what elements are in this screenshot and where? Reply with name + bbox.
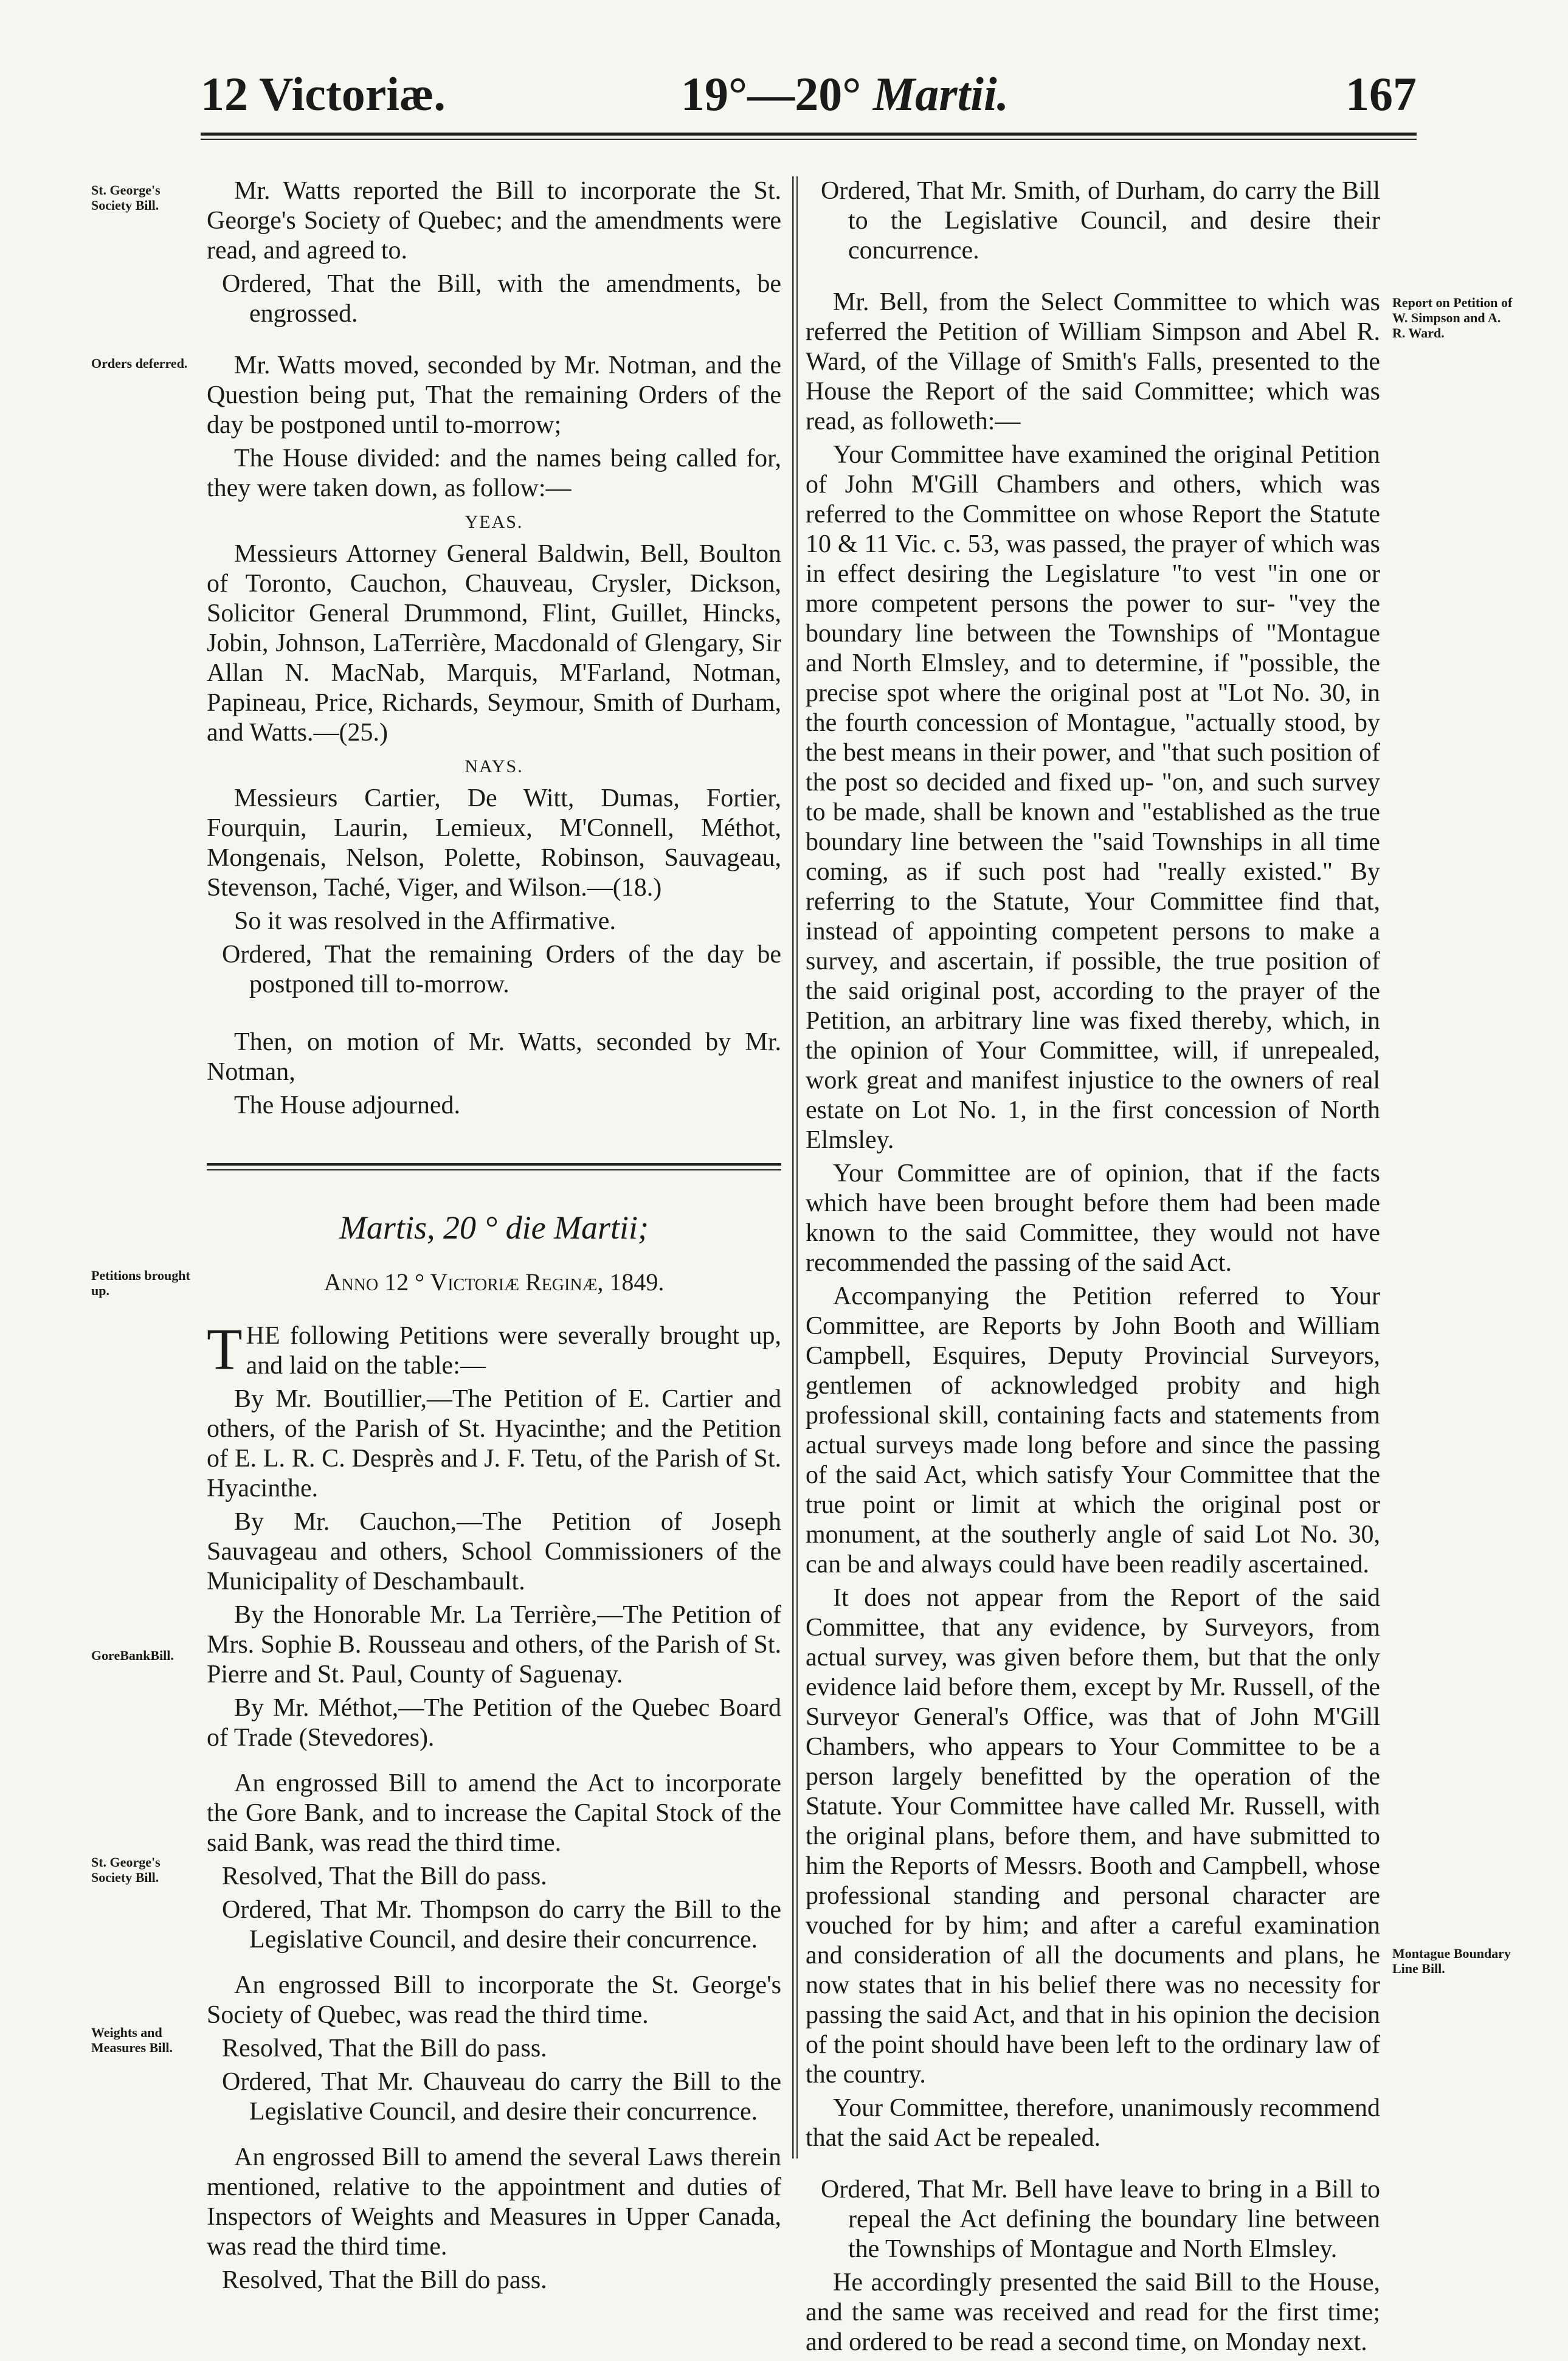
petition-boutillier: By Mr. Boutillier,—The Petition of E. Cartier and others, of the Parish of St. Hyacinthe; and the Petition of E. L. R. C. Desprès and J. F. Tetu, of the Parish of St. Hyacinthe. xyxy=(207,1385,781,1502)
para-ordered-bell: Ordered, That Mr. Bell have leave to bring in a Bill to repeal the Act defining the boundary line between the Townships of Montague and North Elmsley. xyxy=(821,2176,1380,2263)
st-george-ordered: Ordered, That Mr. Chauveau do carry the Bill to the Legislative Council, and desire their concurrence. xyxy=(222,2068,781,2126)
header-rule-thin xyxy=(201,139,1417,140)
day-title: Martis, 20 ° die Martii; xyxy=(339,1209,649,1246)
para-motion-adjourn: Then, on motion of Mr. Watts, seconded by Mr. Notman, xyxy=(207,1028,781,1086)
petition-laterriere: By the Honorable Mr. La Terrière,—The Petition of Mrs. Sophie B. Rousseau and others, of the Parish of St. Pierre and St. Paul, County of Saguenay. xyxy=(207,1601,781,1689)
para-bell-report: Mr. Bell, from the Select Committee to which was referred the Petition of William Simpson and Abel R. Ward, of the Village of Smith's Falls, presented to the House the Report of the said Committee; which was read, as followeth:— xyxy=(806,288,1380,435)
para-house-divided: The House divided: and the names being called for, they were taken down, as follow:— xyxy=(207,444,781,502)
page-number: 167 xyxy=(1345,67,1417,120)
para-ordered-smith: Ordered, That Mr. Smith, of Durham, do carry the Bill to the Legislative Council, and desire their concurrence. xyxy=(821,177,1380,264)
yeas-list: Messieurs Attorney General Baldwin, Bell, Boulton of Toronto, Cauchon, Chauveau, Crysler, Dickson, Solicitor General Drummond, Flint, Guillet, Hincks, Jobin, Johnson, LaTerrière, Macdonald of Glengary, Sir Allan N. MacNab, Marquis, M'Farland, Notman, Papineau, Price, Richards, Seymour, Smith of Durham, and Watts.—(25.) xyxy=(207,540,781,747)
para-bill-presented: He accordingly presented the said Bill to the House, and the same was received and read for the first time; and ordered to be read a second time, on Monday next. xyxy=(806,2269,1380,2356)
para-resolved-affirmative: So it was resolved in the Affirmative. xyxy=(234,907,616,935)
weights-measures-resolved: Resolved, That the Bill do pass. xyxy=(222,2266,547,2294)
para-motion-postpone: Mr. Watts moved, seconded by Mr. Notman, and the Question being put, That the remaining Orders of the day be postponed until to-morrow; xyxy=(207,351,781,439)
nays-heading: NAYS. xyxy=(465,756,523,776)
margin-note-st-george-1: St. George's Society Bill. xyxy=(91,182,161,213)
drop-cap: T xyxy=(207,1316,243,1381)
gore-bank-resolved: Resolved, That the Bill do pass. xyxy=(222,1862,547,1890)
yeas-heading: YEAS. xyxy=(465,512,523,532)
header-month: Martii. xyxy=(872,67,1009,120)
header-rule xyxy=(201,133,1417,136)
gore-bank-ordered: Ordered, That Mr. Thompson do carry the Bill to the Legislative Council, and desire their concurrence. xyxy=(222,1896,781,1954)
anno-regni: Anno 12 ° Victoriæ Reginæ, 1849. xyxy=(323,1268,665,1296)
para-house-adjourned: The House adjourned. xyxy=(234,1091,461,1119)
margin-note-orders-deferred: Orders deferred. xyxy=(91,356,188,371)
margin-note-report-petition: Report on Petition of W. Simpson and A. R. Ward. xyxy=(1392,295,1513,340)
gore-bank-bill: An engrossed Bill to amend the Act to incorporate the Gore Bank, and to increase the Capital Stock of the said Bank, was read the third time. xyxy=(207,1769,781,1857)
margin-note-montague: Montague Boundary Line Bill. xyxy=(1392,1946,1511,1976)
header-date xyxy=(681,67,1009,122)
nays-list: Messieurs Cartier, De Witt, Dumas, Fortier, Fourquin, Laurin, Lemieux, M'Connell, Méthot, Mongenais, Nelson, Polette, Robinson, Sauvageau, Stevenson, Taché, Viger, and Wilson.—(18.) xyxy=(207,784,781,902)
right-column xyxy=(806,176,1380,2361)
header-dates: 19°—20° xyxy=(681,67,862,120)
left-column xyxy=(207,176,781,2299)
margin-note-weights-measures: Weights and Measures Bill. xyxy=(91,2025,173,2055)
para-accompanying-reports: Accompanying the Petition referred to Your Committee, are Reports by John Booth and William Campbell, Esquires, Deputy Provincial Surveyors, gentlemen of acknowledged probity and high professional skill, containing facts and statements from actual surveys made long before and since the passing of the said Act, which satisfy Your Committee that the true point or limit at which the original post or monument, at the southerly angle of said Lot No. 30, can be and always could have been readily ascertained. xyxy=(806,1282,1380,1578)
margin-note-st-george-2: St. George's Society Bill. xyxy=(91,1855,161,1885)
para-committee-opinion: Your Committee are of opinion, that if the facts which have been brought before them had been made known to the said Committee, they would not have recommended the passing of the said Act. xyxy=(806,1160,1380,1277)
para-committee-examined: Your Committee have examined the original Petition of John M'Gill Chambers and others, which was referred to the Committee on whose Report the Statute 10 & 11 Vic. c. 53, was passed, the prayer of which was in effect desiring the Legislature "to vest "in one or more competent persons the power to sur- "vey the boundary line between the Townships of "Montague and North Elmsley, and to determine, if "possible, the precise spot where the original post at "Lot No. 30, in the fourth concession of Montague, "actually stood, by the best means in their power, and "that such position of the post so decided and fixed up- "on, and such survey to be made, shall be known and "established as the true boundary line between the "said Townships in all time coming, as if such post had "really existed." By referring to the Statute, Your Committee find that, instead of appointing competent persons to make a survey, and ascertain, if possible, the true position of the said original post, according to the prayer of the Petition, an arbitrary line was fixed thereby, which, in the opinion of Your Committee, will, if unrepealed, work great and manifest injustice to the owners of real estate on Lot No. 1, in the first concession of North Elmsley. xyxy=(806,441,1380,1154)
section-rule xyxy=(207,1163,781,1170)
petitions-intro-text: HE following Petitions were severally brought up, and laid on the table:— xyxy=(246,1322,781,1380)
margin-note-gore-bank: GoreBankBill. xyxy=(91,1648,174,1663)
page-header xyxy=(201,67,1417,128)
petition-methot: By Mr. Méthot,—The Petition of the Quebec Board of Trade (Stevedores). xyxy=(207,1694,781,1752)
weights-measures-bill: An engrossed Bill to amend the several Laws therein mentioned, relative to the appointment and duties of Inspectors of Weights and Measures in Upper Canada, was read the third time. xyxy=(207,2143,781,2261)
para-report-bill: Mr. Watts reported the Bill to incorporate the St. George's Society of Quebec; and the amendments were read, and agreed to. xyxy=(207,177,781,264)
para-ordered-postponed: Ordered, That the remaining Orders of the day be postponed till to-morrow. xyxy=(222,941,781,998)
para-evidence: It does not appear from the Report of the said Committee, that any evidence, by Surveyors, from actual survey, was given before them, but that the only evidence laid before them, except by Mr. Russell, of the Surveyor General's Office, was that of John M'Gill Chambers, who appears to Your Committee to be a person largely benefitted by the operation of the Statute. Your Committee have called Mr. Russell, with the original plans, before them, and have submitted to him the Reports of Messrs. Booth and Campbell, whose professional standing and personal character are vouched for by him; and after a careful examination and consideration of all the documents and plans, he now states that in his belief there was no necessity for passing the said Act, and that in his opinion the decision of the point should have been left to the ordinary law of the country. xyxy=(806,1584,1380,2089)
st-george-bill: An engrossed Bill to incorporate the St. George's Society of Quebec, was read the third time. xyxy=(207,1971,781,2029)
para-ordered-engrossed: Ordered, That the Bill, with the amendments, be engrossed. xyxy=(222,270,781,328)
petition-cauchon: By Mr. Cauchon,—The Petition of Joseph Sauvageau and others, School Commissioners of the Municipality of Deschambault. xyxy=(207,1508,781,1595)
para-recommend-repeal: Your Committee, therefore, unanimously recommend that the said Act be repealed. xyxy=(806,2094,1380,2152)
st-george-resolved: Resolved, That the Bill do pass. xyxy=(222,2034,547,2062)
para-petitions-intro xyxy=(207,1316,781,1381)
column-divider xyxy=(792,176,798,2159)
margin-note-petitions: Petitions brought up. xyxy=(91,1268,190,1298)
header-regnal-year: 12 Victoriæ. xyxy=(201,67,446,120)
